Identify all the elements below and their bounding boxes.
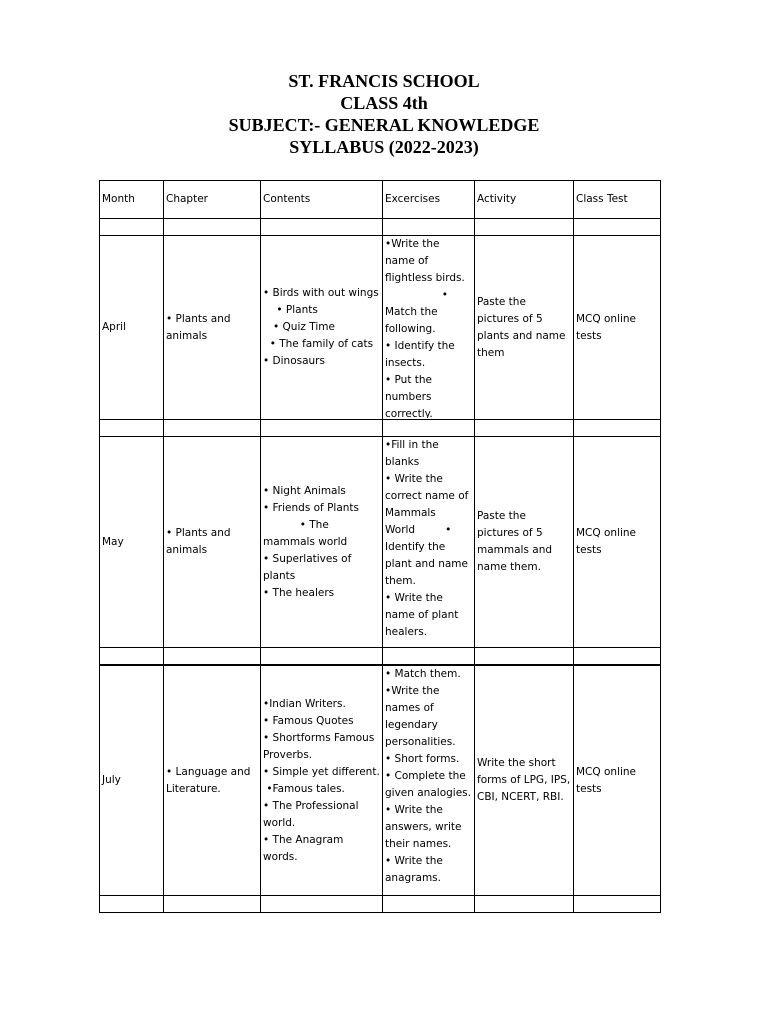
cell-line: animals — [166, 544, 208, 556]
cell-line: • Complete the — [385, 770, 466, 782]
cell-line: • Dinosaurs — [263, 355, 325, 367]
cell-line: • Short forms. — [385, 753, 460, 765]
cell-line: animals — [166, 329, 208, 342]
cell-line: •Indian Writers. — [263, 697, 346, 710]
cell-line: Write the short — [477, 757, 556, 769]
cell-line: answers, write — [385, 821, 462, 833]
cell-line: • The — [263, 518, 329, 531]
cell-line: • Plants and — [166, 312, 231, 325]
activity-cell — [475, 437, 574, 648]
cell-line: • — [385, 289, 448, 301]
class-name: CLASS 4th — [340, 93, 428, 113]
column-header-exercises: Excercises — [383, 181, 475, 219]
cell-line: • The family of cats — [263, 338, 374, 350]
cell-line: given analogies. — [385, 787, 471, 799]
chapter-cell — [164, 437, 261, 648]
cell-line: •Write the — [385, 685, 440, 697]
contents-cell — [261, 665, 383, 896]
cell-line: • Night Animals — [263, 484, 346, 497]
cell-line: Identify the — [385, 541, 446, 553]
column-header-chapter: Chapter — [164, 181, 261, 219]
cell-line: tests — [576, 329, 602, 342]
cell-line: blanks — [385, 456, 420, 468]
cell-line: Proverbs. — [263, 748, 313, 761]
cell-line: personalities. — [385, 736, 456, 748]
cell-line: • The Anagram words. — [263, 833, 347, 863]
column-header-contents: Contents — [261, 181, 383, 219]
cell-line: • The Professional — [263, 799, 359, 812]
cell-line: MCQ online — [576, 312, 637, 325]
cell-line: following. — [385, 323, 436, 335]
cell-line: tests — [576, 782, 602, 795]
cell-line: • Write the — [385, 855, 443, 867]
school-name: ST. FRANCIS SCHOOL — [288, 71, 480, 91]
cell-line: CBI, NCERT, RBI. — [477, 791, 564, 803]
cell-line: • Quiz Time — [263, 321, 335, 333]
cell-line: numbers — [385, 391, 432, 403]
cell-line: healers. — [385, 626, 428, 638]
cell-line: World • — [385, 524, 452, 536]
cell-line: them — [477, 346, 505, 359]
cell-line: • Write the — [385, 592, 443, 604]
chapter-cell — [164, 236, 261, 420]
cell-line: • Famous Quotes — [263, 714, 354, 727]
cell-line: Mammals — [385, 507, 436, 519]
class-test-cell — [574, 437, 661, 648]
subject-title: SUBJECT:- GENERAL KNOWLEDGE — [228, 115, 540, 135]
cell-line: MCQ online — [576, 765, 637, 778]
cell-line: MCQ online — [576, 527, 637, 539]
cell-line: • Birds with out wings — [263, 287, 379, 299]
table-spacer-row — [100, 896, 661, 913]
cell-line: • Write the — [385, 804, 443, 816]
exercises-cell — [383, 236, 475, 420]
cell-line: Paste the — [477, 295, 526, 308]
cell-line: name them. — [477, 561, 541, 573]
cell-line: mammals and — [477, 544, 553, 556]
class-test-cell — [574, 236, 661, 420]
cell-line: •Fill in the — [385, 439, 439, 451]
cell-line: plants — [263, 569, 296, 582]
syllabus-title: SYLLABUS (2022-2023) — [289, 137, 479, 157]
cell-line: correct name of — [385, 490, 469, 502]
table-spacer-row — [100, 648, 661, 666]
cell-line: • Simple yet different. — [263, 765, 380, 778]
table-header-row — [100, 181, 661, 219]
month-cell: May — [100, 437, 164, 648]
cell-line: them. — [385, 575, 416, 587]
activity-cell — [475, 665, 574, 896]
cell-line: • The healers — [263, 586, 335, 599]
cell-line: • Identify the — [385, 340, 455, 352]
cell-line: • Match them. — [385, 668, 461, 680]
column-header-activity: Activity — [475, 181, 574, 219]
table-row — [100, 665, 661, 896]
table-spacer-row — [100, 219, 661, 236]
cell-line: insects. — [385, 357, 426, 369]
cell-line: tests — [576, 544, 602, 556]
document-header — [0, 70, 768, 158]
chapter-cell — [164, 665, 261, 896]
table-row — [100, 437, 661, 648]
cell-line: anagrams. — [385, 872, 441, 884]
cell-line: • Put the — [385, 374, 433, 386]
cell-line: names of — [385, 702, 434, 714]
cell-line: flightless birds. — [385, 272, 465, 284]
cell-line: correctly. — [385, 408, 433, 418]
cell-line: pictures of 5 — [477, 527, 543, 539]
cell-line: •Famous tales. — [263, 782, 345, 795]
cell-line: • Plants — [263, 304, 318, 316]
cell-line: plants and name — [477, 329, 566, 342]
column-header-month: Month — [100, 181, 164, 219]
cell-line: pictures of 5 — [477, 312, 543, 325]
contents-cell — [261, 437, 383, 648]
cell-line: • Shortforms Famous — [263, 731, 375, 744]
column-header-class-test: Class Test — [574, 181, 661, 219]
contents-cell — [261, 236, 383, 420]
cell-line: name of — [385, 255, 429, 267]
table-spacer-row — [100, 420, 661, 437]
cell-line: Literature. — [166, 782, 221, 795]
exercises-cell — [383, 437, 475, 648]
table-row — [100, 236, 661, 420]
cell-line: name of plant — [385, 609, 459, 621]
cell-line: Paste the — [477, 510, 526, 522]
month-cell: April — [100, 236, 164, 420]
cell-line: legendary — [385, 719, 438, 731]
cell-line: • Write the — [385, 473, 443, 485]
month-cell: July — [100, 665, 164, 896]
cell-line: mammals world — [263, 535, 348, 548]
class-test-cell — [574, 665, 661, 896]
cell-line: • Friends of Plants — [263, 501, 360, 514]
exercises-cell — [383, 665, 475, 896]
cell-line: plant and name — [385, 558, 468, 570]
activity-cell — [475, 236, 574, 420]
cell-line: •Write the — [385, 238, 440, 250]
cell-line: • Superlatives of — [263, 552, 352, 565]
syllabus-table — [99, 180, 661, 913]
cell-line: Match the — [385, 306, 438, 318]
cell-line: world. — [263, 816, 296, 829]
cell-line: their names. — [385, 838, 452, 850]
cell-line: • Language and — [166, 765, 251, 778]
cell-line: forms of LPG, IPS, — [477, 774, 571, 786]
cell-line: • Plants and — [166, 527, 231, 539]
